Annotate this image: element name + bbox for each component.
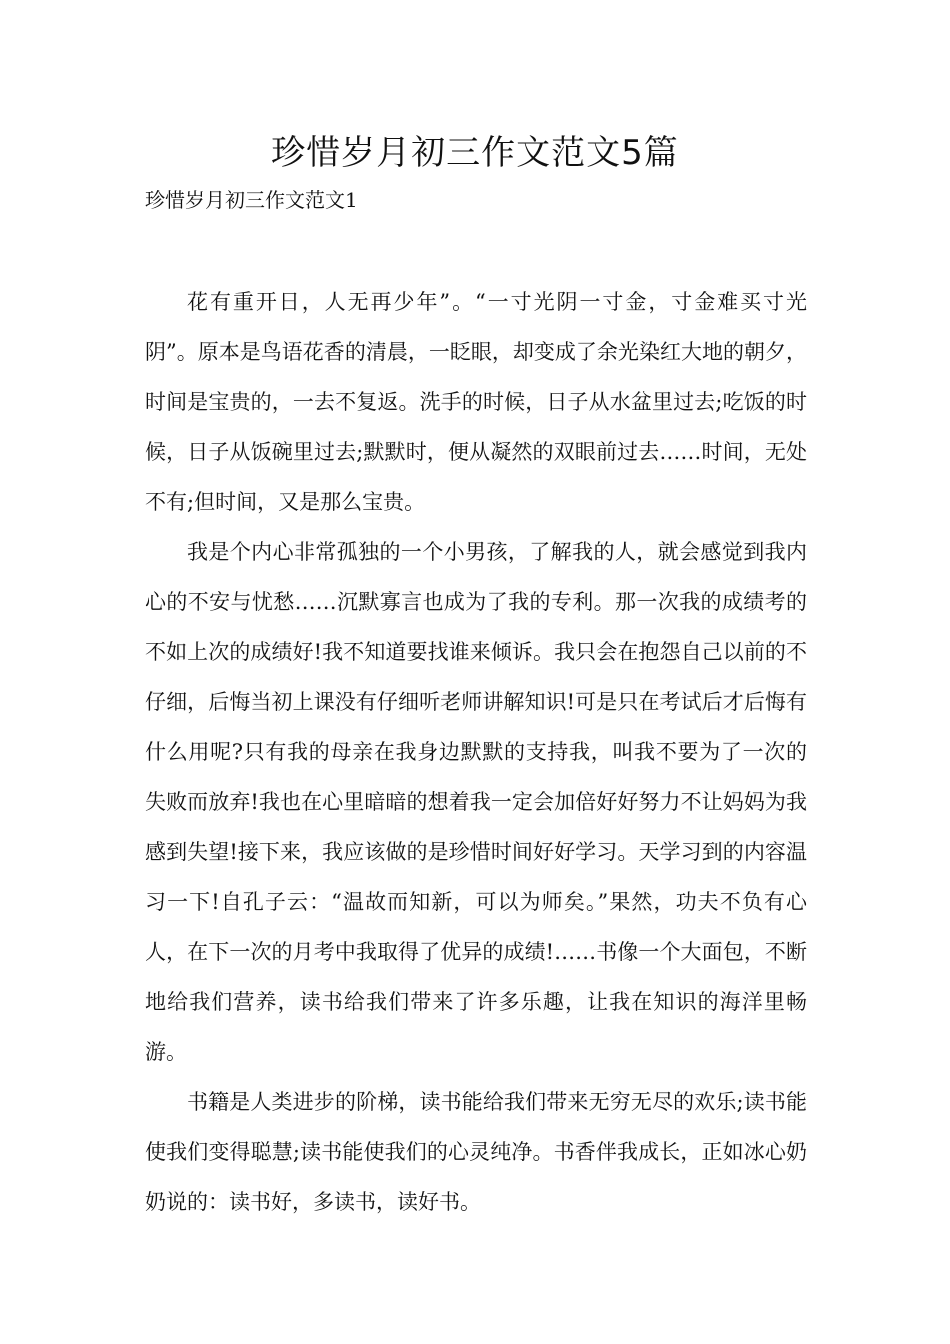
paragraph-2: 我是个内心非常孤独的一个小男孩，了解我的人，就会感觉到我内心的不安与忧愁……沉默寡言也成为了我的专利。那一次我的成绩考的不如上次的成绩好!我不知道要找谁来倾诉。我只会在抱怨自己以前的不仔细，后悔当初上课没有仔细听老师讲解知识!可是只在考试后才后悔有什么用呢?只有我的母亲在我身边默默的支持我，叫我不要为了一次的失败而放弃!我也在心里暗暗的想着我一定会加倍好好努力不让妈妈为我感到失望!接下来，我应该做的是珍惜时间好好学习。天学习到的内容温习一下!自孔子云：“温故而知新，可以为师矣。”果然，功夫不负有心人，在下一次的月考中我取得了优异的成绩!……书像一个大面包，不断地给我们营养，读书给我们带来了许多乐趣，让我在知识的海洋里畅游。	[145, 540, 807, 1064]
paragraph-3: 书籍是人类进步的阶梯，读书能给我们带来无穷无尽的欢乐;读书能使我们变得聪慧;读书能使我们的心灵纯净。书香伴我成长，正如冰心奶奶说的：读书好，多读书，读好书。	[145, 1090, 807, 1214]
document-body	[145, 277, 807, 1227]
paragraph-1: 花有重开日，人无再少年”。“一寸光阴一寸金，寸金难买寸光阴”。原本是鸟语花香的清晨，一眨眼，却变成了余光染红大地的朝夕，时间是宝贵的，一去不复返。洗手的时候，日子从水盆里过去;吃饭的时候，日子从饭碗里过去;默默时，便从凝然的双眼前过去……时间，无处不有;但时间，又是那么宝贵。	[145, 290, 807, 514]
document-subtitle: 珍惜岁月初三作文范文1	[145, 188, 358, 212]
document-title: 珍惜岁月初三作文范文5篇	[271, 133, 679, 173]
